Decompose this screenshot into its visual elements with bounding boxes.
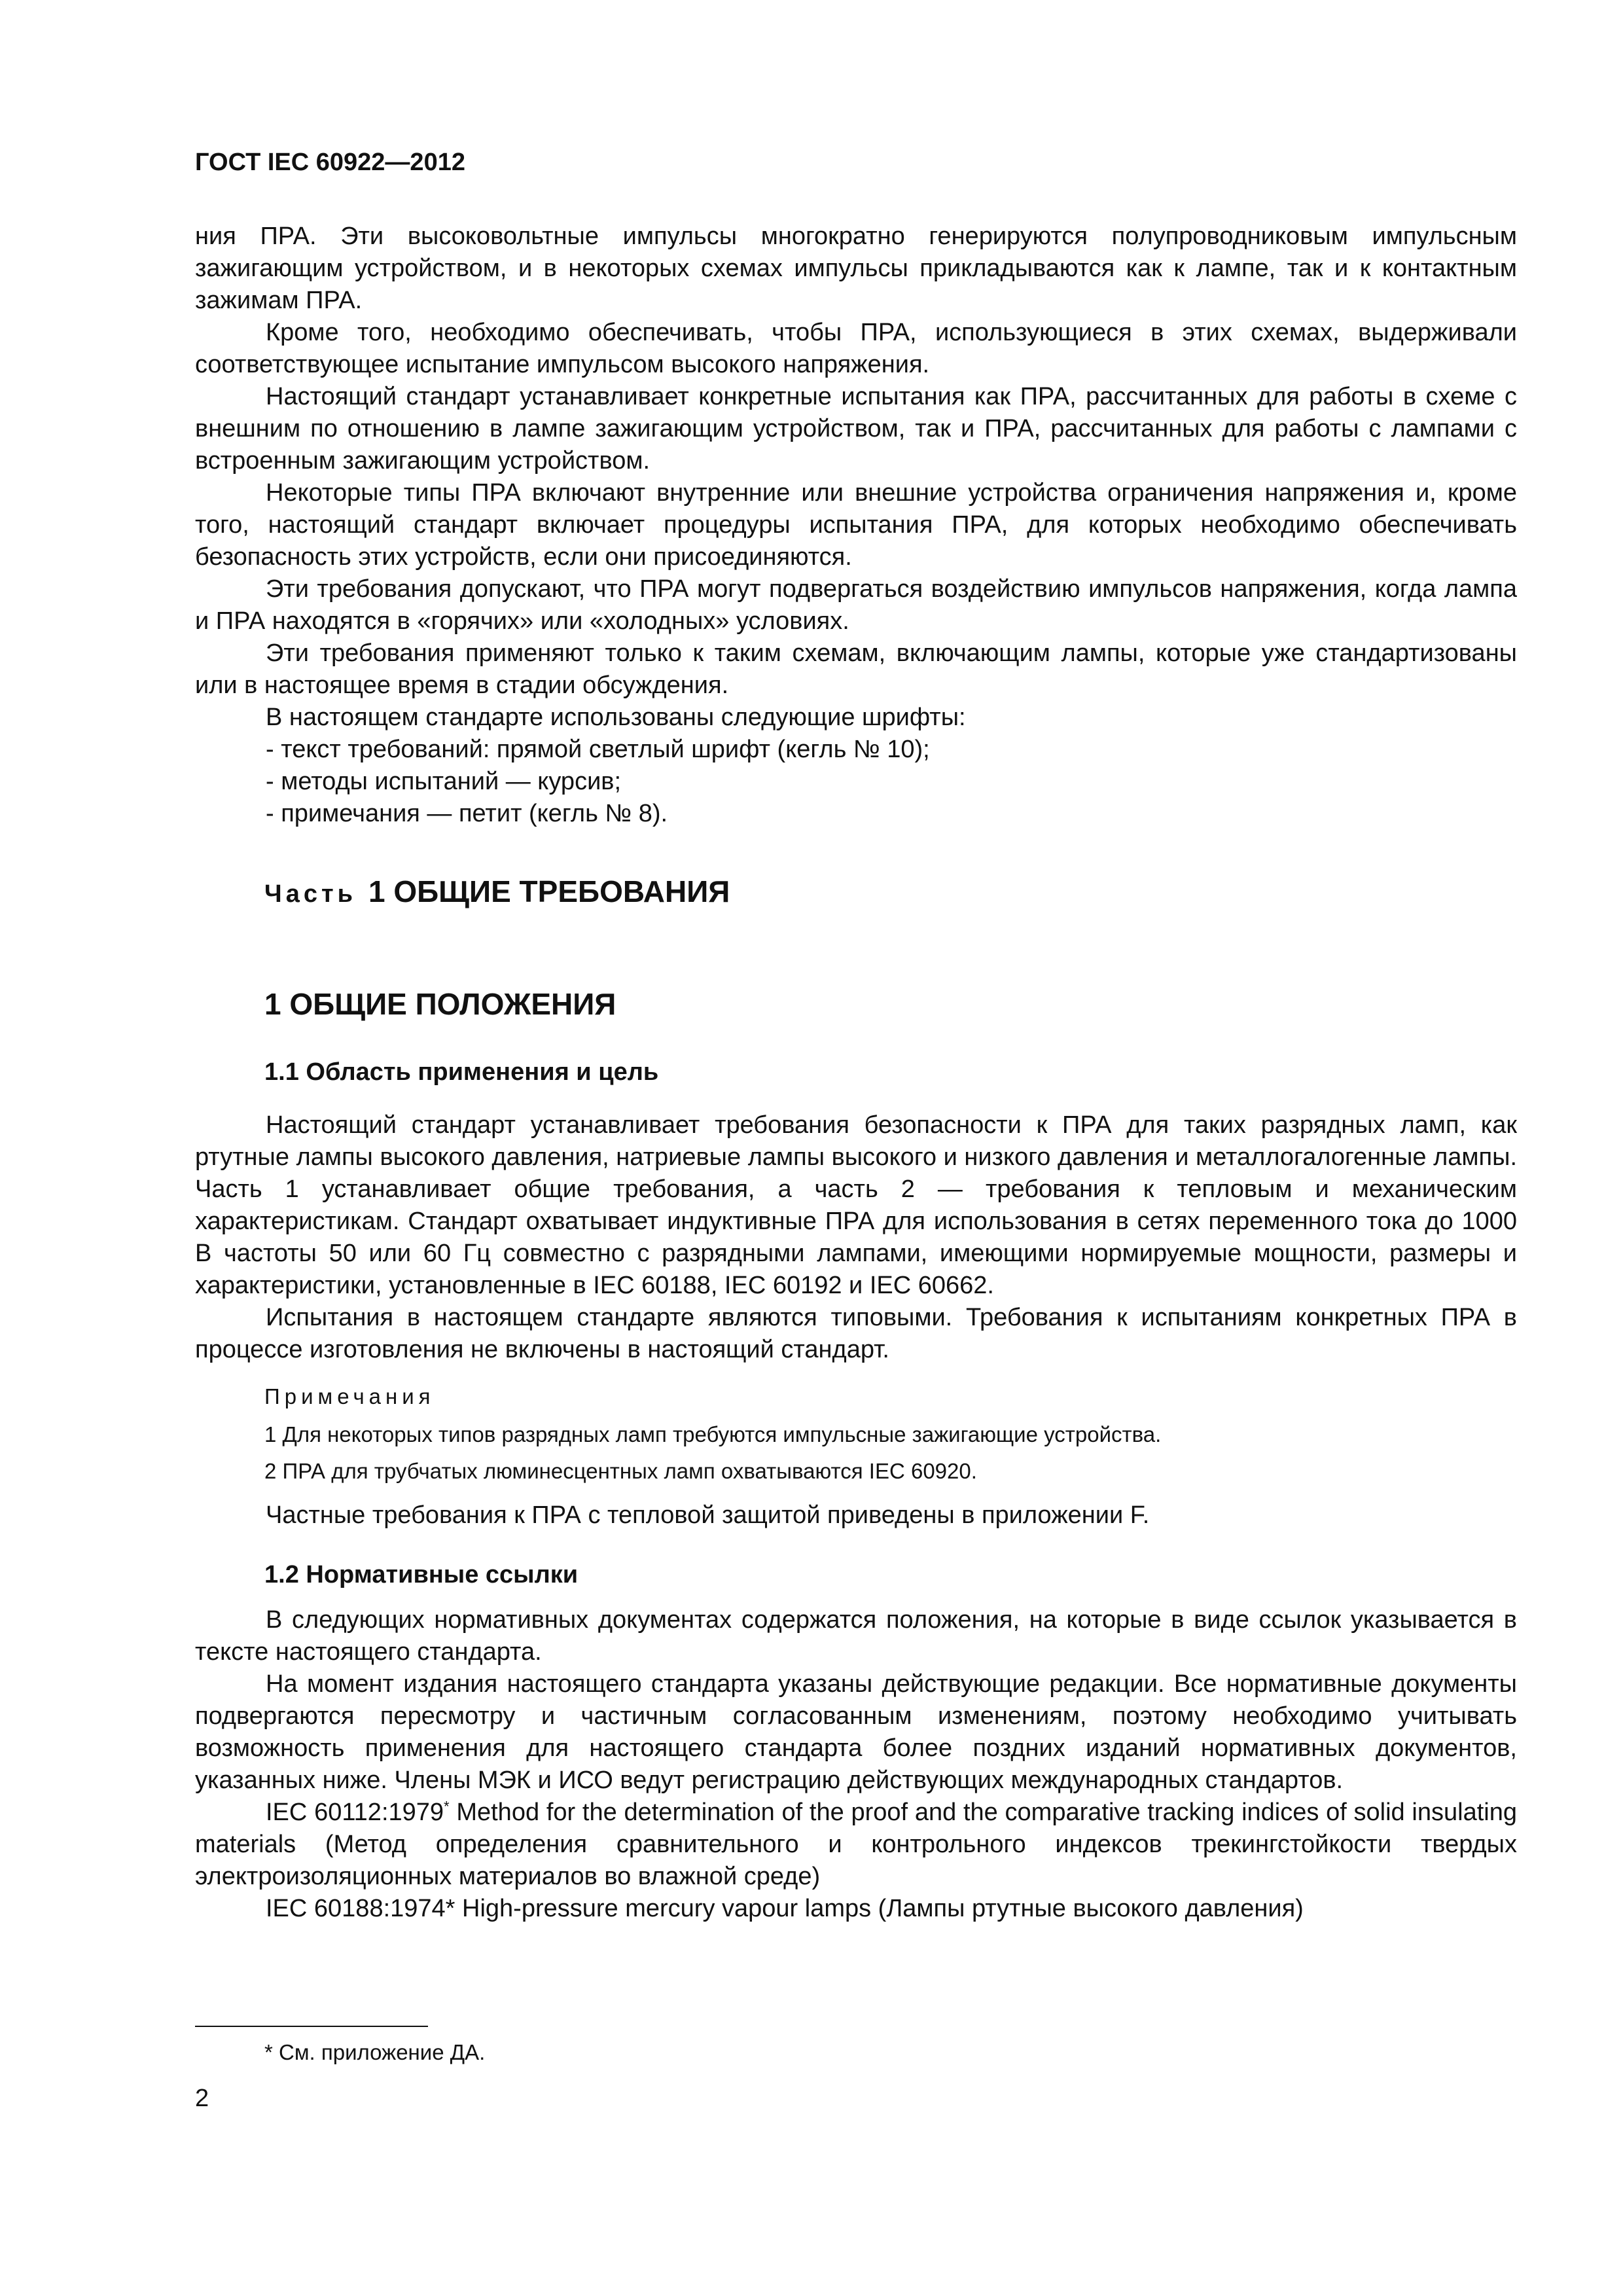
part-heading (264, 873, 1517, 912)
notes-label: Примечания (264, 1384, 435, 1408)
intro-paragraph-6: Эти требования применяют только к таким схемам, включающим лампы, которые уже стандартизованы или в настоящее время в стадии обсуждения. (195, 639, 1517, 699)
reference-text: Method for the determination of the proof and the comparative tracking indices of solid insulating materials (Метод определения сравнительного и контрольного индексов трекингстойкости твердых электроизоляционных материалов во влажной среде) (195, 1799, 1517, 1890)
subsection-heading-scope: 1.1 Область применения и цель (264, 1058, 659, 1086)
reference-iec-60112 (195, 1797, 1517, 1893)
footnote-mark: * (444, 1798, 450, 1815)
reference-code: IEC 60112:1979 (266, 1799, 444, 1826)
note-item: 2 ПРА для трубчатых люминесцентных ламп охватываются IEC 60920. (264, 1459, 977, 1483)
fonts-list-item: - примечания — петит (кегль № 8). (266, 800, 668, 827)
intro-paragraph-2: Кроме того, необходимо обеспечивать, чтобы ПРА, использующиеся в этих схемах, выдерживали соответствующее испытание импульсом высокого напряжения. (195, 319, 1517, 378)
scope-paragraph-1: Настоящий стандарт устанавливает требования безопасности к ПРА для таких разрядных ламп, как ртутные лампы высокого давления, натриевые лампы высокого и низкого давления и металлогалогенные лампы. Часть 1 устанавливает общие требования, а часть 2 — требования к тепловым и механическим характеристикам. Стандарт охватывает индуктивные ПРА для использования в сетях переменного тока до 1000 В частоты 50 или 60 Гц совместно с разрядными лампами, имеющими нормируемые мощности, размеры и характеристики, установленные в IEC 60188, IEC 60192 и IEC 60662. (195, 1111, 1517, 1299)
scope-paragraph-3: Частные требования к ПРА с тепловой защитой приведены в приложении F. (266, 1501, 1150, 1529)
page-number: 2 (195, 2085, 209, 2112)
intro-paragraph-4: Некоторые типы ПРА включают внутренние или внешние устройства ограничения напряжения и, кроме того, настоящий стандарт включает процедуры испытания ПРА, для которых необходимо обеспечивать безопасность этих устройств, если они присоединяются. (195, 479, 1517, 571)
fonts-list-item: - методы испытаний — курсив; (266, 768, 622, 795)
note-item: 1 Для некоторых типов разрядных ламп требуются импульсные зажигающие устройства. (264, 1422, 1162, 1446)
reference-iec-60188: IEC 60188:1974* High-pressure mercury vapour lamps (Лампы ртутные высокого давления) (266, 1895, 1304, 1922)
references-paragraph-1: В следующих нормативных документах содержатся положения, на которые в виде ссылок указывается в тексте настоящего стандарта. (195, 1606, 1517, 1666)
subsection-heading-references: 1.2 Нормативные ссылки (264, 1561, 579, 1588)
fonts-list-item: - текст требований: прямой светлый шрифт (кегль № 10); (266, 736, 930, 763)
intro-paragraph-1: ния ПРА. Эти высоковольтные импульсы многократно генерируются полупроводниковым импульсным зажигающим устройством, и в некоторых схемах импульсы прикладываются как к лампе, так и к контактным зажимам ПРА. (195, 223, 1517, 314)
document-header: ГОСТ IEC 60922—2012 (195, 149, 465, 176)
footnote: * См. приложение ДА. (264, 2040, 486, 2064)
section-heading: 1 ОБЩИЕ ПОЛОЖЕНИЯ (264, 987, 616, 1021)
footnote-rule (195, 2026, 428, 2027)
intro-paragraph-5: Эти требования допускают, что ПРА могут подвергаться воздействию импульсов напряжения, когда лампа и ПРА находятся в «горячих» или «холодных» условиях. (195, 575, 1517, 635)
document-body (195, 221, 1517, 1925)
document-page (195, 147, 1517, 2242)
intro-paragraph-3: Настоящий стандарт устанавливает конкретные испытания как ПРА, рассчитанных для работы в схеме с внешним по отношению в лампе зажигающим устройством, так и ПРА, рассчитанных для работы с лампами с встроенным зажигающим устройством. (195, 383, 1517, 475)
references-paragraph-2: На момент издания настоящего стандарта указаны действующие редакции. Все нормативные документы подвергаются пересмотру и частичным согласованным изменениям, поэтому необходимо учитывать возможность применения для настоящего стандарта более поздних изданий нормативных документов, указанных ниже. Члены МЭК и ИСО ведут регистрацию действующих международных стандартов. (195, 1670, 1517, 1794)
part-title: 1 ОБЩИЕ ТРЕБОВАНИЯ (368, 874, 730, 908)
part-word: Часть (264, 880, 357, 908)
intro-paragraph-7: В настоящем стандарте использованы следующие шрифты: (266, 704, 966, 731)
scope-paragraph-2: Испытания в настоящем стандарте являются типовыми. Требования к испытаниям конкретных ПРА в процессе изготовления не включены в настоящий стандарт. (195, 1304, 1517, 1363)
